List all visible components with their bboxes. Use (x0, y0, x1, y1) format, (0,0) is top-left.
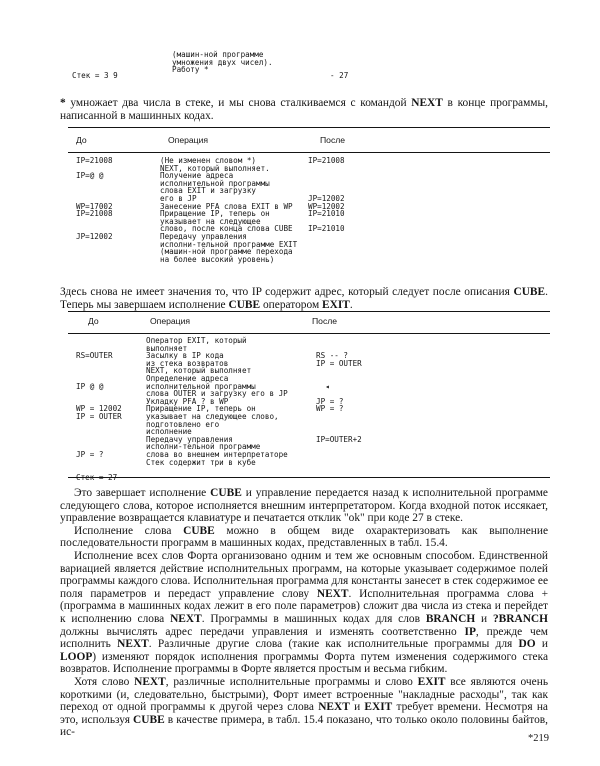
p4e: все являются очень короткими (и, следовательно, быстрыми), Форт имеет встроенные "накладные расходы", так как переход от одной программы к другой через слова (60, 675, 549, 714)
para2-exit: EXIT (322, 298, 350, 311)
table2-header-before: До (88, 316, 99, 326)
p4g: и (349, 701, 365, 714)
p3k: , прежде чем исполнить (60, 625, 548, 651)
table1-col-before: IP=21008 IP=@ @ WP=17002 IP=21008 JP=12002 (76, 156, 113, 241)
table2-header-operation: Операция (150, 316, 191, 326)
p2a: Исполнение слова (74, 524, 184, 537)
p1c: и управление передается назад к исполнительной программе следующего слова, которое исполняется внешним интерпретатором. Когда входной поток иссякает, управление возвращается клавиатуре и печатается отклик "ok" при коде 27 в стеке. (60, 487, 548, 525)
p3d: NEXT (170, 612, 202, 625)
table2-col-operation: Оператор EXIT, который выполняет Засылку в IP кода из стека возвратов NEXT, который выполняет Определение адреса исполнительной программы слова OUTER и загрузку его в JP Укладку PFA ? в WP Приращение IP, теперь он указывает на следующее слово, подготовлено его исполнение Передачу управления исполни-тельной программе слова во внешнем интерпретаторе Стек содержит три в кубе (146, 336, 288, 467)
table2-col-before: RS=OUTER IP @ @ WP = 12002 IP = OUTER JP = ? Стек = 27 (76, 351, 122, 482)
p3p: LOOP (60, 650, 93, 663)
p3a: Исполнение всех слов Форта организовано одним и тем же основным способом. Единственной вариацией является действие исполнительных программ, на которые указывает содержимое полей программы каждого слова. Исполнительная программа для константы занесет в стек содержимое ее поля параметров и передаст управление слову (60, 549, 548, 600)
table1-header-rule (68, 152, 550, 153)
p3c: . Исполнительная программа слова + (программа в машинных кодах лежит в его поле параметров) сложит два числа из стека и перейдет к исполнению слова (60, 587, 548, 625)
p3h: ?BRANCH (492, 612, 549, 625)
para2-text4: . (349, 298, 353, 311)
para1-next: NEXT (411, 97, 443, 109)
p4f: NEXT (318, 701, 350, 714)
table2-bottom-rule (68, 477, 550, 478)
table2-header-rule (68, 333, 550, 334)
para2-text1: Здесь снова не имеет значения то, что IP содержит адрес, который следует после описания (60, 286, 514, 298)
stack-label: Стек = 3 9 (72, 71, 118, 80)
p2c: можно в общем виде охарактеризовать как выполнение последовательности программ в машинных кодах, представленных в табл. 15.4. (60, 524, 548, 550)
p3j: IP (464, 625, 476, 638)
p4j: CUBE (133, 713, 165, 726)
p4i: требует времени. Несмотря на это, используя (60, 701, 548, 726)
p3g: и (475, 612, 493, 625)
p1b: CUBE (210, 487, 242, 499)
table2-top-rule (68, 311, 550, 312)
top-dash-number: - 27 (330, 71, 349, 80)
page-number: *219 (528, 733, 549, 744)
p3e: . Программы в машинных кодах для слов (201, 612, 426, 625)
table1-header-before: До (76, 135, 87, 145)
p3o: и (535, 638, 548, 651)
table1-header-operation: Операция (168, 135, 209, 145)
p4k: в качестве примера, в табл. 15.4 показано, что только около половины байтов, ис- (60, 713, 549, 739)
table1-col-operation: (Не изменен словом *) NEXT, который выполняет. Получение адреса исполнительной программы слова EXIT и загрузку его в JP Занесение PFA слова EXIT в WP Приращение IP, теперь он указывает на следующее слово, после конца слова CUBE Передачу управления исполни-тельной программе EXIT (машин-ной программе перехода на более высокий уровень) (160, 156, 298, 264)
table2-col-after: RS -- ? IP = OUTER ◂ JP = ? WP = ? IP=OUTER+2 (316, 351, 362, 444)
p3l: NEXT (117, 638, 149, 651)
table1-top-rule (68, 127, 550, 128)
paragraph-intro (60, 97, 548, 122)
star-symbol: * (60, 97, 66, 109)
paragraph-exit (60, 286, 548, 311)
p3m: . Различные другие слова (такие как исполнительные программы для (148, 638, 519, 651)
p3b: NEXT (316, 587, 349, 600)
p3i: должны вычислять адрес передачи управления и изменять соответственно (60, 625, 465, 638)
para1-text1: умножает два числа в стеке, и мы снова сталкиваемся с командой (65, 97, 412, 109)
p3f: BRANCH (425, 612, 476, 625)
p4c: , различные исполнительные программы и слово (165, 675, 418, 688)
para2-text3: оператором (260, 298, 323, 311)
p4h: EXIT (364, 701, 393, 714)
p4d: EXIT (417, 675, 446, 688)
table1-header-after: После (320, 135, 346, 145)
p4b: NEXT (134, 675, 166, 688)
para2-cube2: CUBE (228, 298, 261, 311)
p1a: Это завершает исполнение (74, 487, 211, 499)
table1-col-after: IP=21008 JP=12002 WP=12002 IP=21010 IP=21010 (308, 156, 345, 234)
para1-text2: в конце программы, написанной в машинных кодах. (60, 97, 548, 122)
table2-header-after: После (312, 316, 338, 326)
p3n: DO (518, 638, 536, 651)
p4a: Хотя слово (74, 675, 135, 688)
top-note: (машин-ной программе умножения двух чисел). Работу * (172, 50, 273, 75)
p3q: ) изменяют порядок исполнения программы Форта путем изменения содержимого стека возвратов. Исполнение программы в Форте является простым и весьма гибким. (60, 650, 548, 676)
p2b: CUBE (183, 524, 215, 537)
body-text (60, 487, 548, 739)
para2-text2: . Теперь мы завершаем исполнение (60, 286, 548, 311)
para2-cube: CUBE (513, 286, 546, 298)
